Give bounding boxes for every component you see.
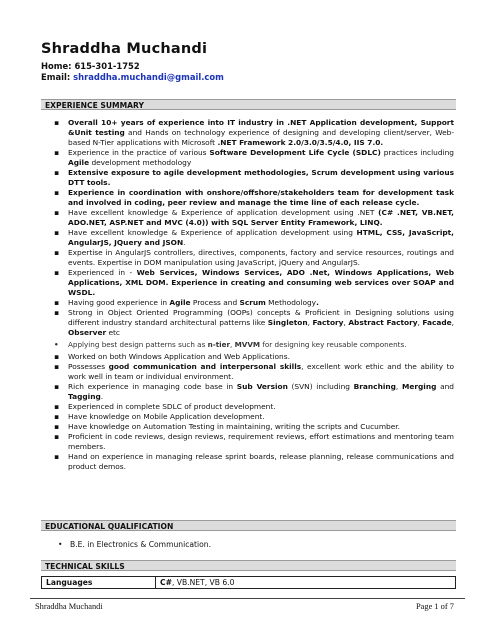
bullet-square-icon: ▪ — [54, 402, 60, 411]
bullet-text: MVVM — [234, 340, 261, 349]
bullet-square-icon: ▪ — [54, 362, 60, 371]
bullet-square-icon: ▪ — [54, 148, 60, 157]
experience-bullet-item — [54, 228, 454, 248]
bullet-text: Web Services, Windows Services, ADO .Net, Windows Applications, Web Applications, XML DOM. Experience in creating and consuming web services over SOAP and WSDL. — [68, 268, 454, 297]
bullet-text: , — [395, 382, 402, 391]
experience-bullet-item — [54, 248, 454, 268]
bullet-text: Worked on both Windows Application and Web Applications. — [68, 352, 290, 361]
bullet-text: Agile — [68, 158, 90, 167]
bullet-text: . — [100, 392, 104, 401]
bullet-text: Proficient in code reviews, design reviews, requirement reviews, effort estimations and mentoring team members. — [68, 432, 454, 451]
bullet-text: etc — [106, 328, 120, 337]
bullet-square-icon: ▪ — [54, 422, 60, 431]
bullet-text: good communication and interpersonal skills — [108, 362, 302, 371]
bullet-text: Applying best design patterns such as — [68, 340, 208, 349]
experience-bullet-item — [54, 340, 454, 350]
bullet-text: , — [417, 318, 423, 327]
experience-bullet-item — [54, 452, 454, 472]
experience-bullet-item — [54, 412, 454, 422]
bullet-text: Possesses — [68, 362, 109, 371]
candidate-name: Shraddha Muchandi — [41, 41, 208, 57]
technical-skills-table — [41, 576, 456, 589]
experience-bullet-list — [54, 118, 454, 472]
technical-skills-heading: TECHNICAL SKILLS — [41, 560, 456, 571]
bullet-text: Having good experience in — [68, 298, 170, 307]
bullet-text: and Hands on technology experience of designing and developing client/server, Web-based N-Tier applications with Microsoft — [68, 128, 455, 147]
bullet-text: Have knowledge on Automation Testing in maintaining, writing the scripts and Cucumber. — [68, 422, 400, 431]
bullet-text: , — [451, 318, 454, 327]
bullet-text: Have excellent knowledge & Experience of application development using .NET — [68, 208, 379, 217]
bullet-text: Sub Version — [236, 382, 288, 391]
bullet-text: (SVN) including — [287, 382, 354, 391]
bullet-text: . — [316, 298, 319, 307]
bullet-text: .NET Framework 2.0/3.0/3.5/4.0, IIS 7.0. — [217, 138, 384, 147]
experience-bullet-item — [54, 402, 454, 412]
bullet-square-icon: ▪ — [54, 382, 60, 391]
skill-label-cell: Languages — [42, 577, 156, 588]
experience-bullet-item — [54, 118, 454, 148]
bullet-text: Factory — [312, 318, 344, 327]
bullet-text: Experienced in - — [68, 268, 137, 277]
bullet-text: Extensive exposure to agile development methodologies, Scrum development using various DTT tools. — [68, 168, 454, 187]
bullet-text: Methodology — [265, 298, 317, 307]
bullet-text: Observer — [68, 328, 107, 337]
bullet-text: Expertise in AngularJS controllers, directives, components, factory and service resources, routings and events. Expertise in DOM manipulation using JavaScript, jQuery and AngularJS. — [68, 248, 454, 267]
experience-summary-heading: EXPERIENCE SUMMARY — [41, 99, 456, 110]
bullet-square-icon: ▪ — [54, 248, 60, 257]
experience-bullet-item — [54, 268, 454, 298]
bullet-text: Strong in Object Oriented Programming (OOPs) concepts & Proficient in Designing solutions using different industry standard architectural patterns like — [68, 308, 454, 327]
bullet-text: and — [436, 382, 454, 391]
bullet-text: Facade — [422, 318, 452, 327]
bullet-text: Experience in coordination with onshore/offshore/stakeholders team for development task and involved in coding, peer review and manage the time line of each release cycle. — [68, 188, 454, 207]
skill-value-cell — [156, 577, 455, 588]
bullet-text: Tagging — [68, 392, 101, 401]
experience-bullet-item — [54, 422, 454, 432]
bullet-text: Agile — [169, 298, 191, 307]
experience-bullet-item — [54, 208, 454, 228]
bullet-text: Abstract Factory — [348, 318, 418, 327]
bullet-square-icon: ▪ — [54, 432, 60, 441]
bullet-text: . — [183, 238, 186, 247]
education-item — [58, 540, 211, 549]
bullet-text: Process and — [190, 298, 240, 307]
footer-page-number: Page 1 of 7 — [416, 602, 454, 611]
bullet-text: Overall 10+ years of experience into IT industry in .NET Application development, Support &Unit testing — [68, 118, 454, 137]
bullet-text: Experience in the practice of various — [68, 148, 210, 157]
bullet-text: for designing key reusable components. — [260, 340, 407, 349]
bullet-square-icon: ▪ — [54, 268, 60, 277]
bullet-dot-icon: • — [54, 340, 59, 349]
email-label: Email: — [41, 72, 71, 82]
bullet-square-icon: ▪ — [54, 118, 60, 127]
email-link[interactable]: shraddha.muchandi@gmail.com — [73, 72, 224, 82]
bullet-text: Experienced in complete SDLC of product development. — [68, 402, 276, 411]
bullet-text: Hand on experience in managing release sprint boards, release planning, release communications and product demos. — [68, 452, 454, 471]
bullet-square-icon: ▪ — [54, 298, 60, 307]
bullet-square-icon: ▪ — [54, 308, 60, 317]
experience-bullet-item — [54, 432, 454, 452]
experience-bullet-item — [54, 352, 454, 362]
experience-bullet-item — [54, 382, 454, 402]
bullet-text: , — [230, 340, 235, 349]
bullet-square-icon: ▪ — [54, 412, 60, 421]
bullet-text: Merging — [401, 382, 437, 391]
bullet-text: , excellent work ethic and the ability to work well in team or individual environment. — [68, 362, 454, 381]
bullet-text: practices including — [380, 148, 454, 157]
experience-bullet-item — [54, 362, 454, 382]
home-phone-value: 615-301-1752 — [74, 61, 140, 71]
bullet-text: HTML, CSS, JavaScript, AngularJS, JQuery and JSON — [68, 228, 454, 247]
bullet-text: n-tier — [207, 340, 231, 349]
bullet-text: Branching — [353, 382, 396, 391]
bullet-text: Singleton — [267, 318, 308, 327]
email-line — [41, 72, 224, 82]
bullet-text: development methodology — [89, 158, 192, 167]
bullet-square-icon: ▪ — [54, 352, 60, 361]
footer-author: Shraddha Muchandi — [35, 602, 103, 611]
education-degree: B.E. in Electronics & Communication. — [70, 540, 211, 549]
experience-bullet-item — [54, 308, 454, 338]
bullet-text: , — [343, 318, 349, 327]
education-heading: EDUCATIONAL QUALIFICATION — [41, 520, 456, 531]
skill-value-rest: , VB.NET, VB 6.0 — [171, 578, 235, 587]
footer-divider — [30, 598, 465, 599]
experience-bullet-item — [54, 188, 454, 208]
bullet-text: Have excellent knowledge & Experience of application development using — [68, 228, 357, 237]
bullet-square-icon: ▪ — [54, 452, 60, 461]
experience-bullet-item — [54, 298, 454, 308]
home-label: Home: — [41, 61, 72, 71]
experience-bullet-item — [54, 168, 454, 188]
experience-bullet-item — [54, 148, 454, 168]
bullet-dot-icon: • — [58, 540, 63, 549]
home-phone-line — [41, 61, 140, 71]
bullet-text: Have knowledge on Mobile Application development. — [68, 412, 265, 421]
skill-value-primary: C# — [160, 578, 172, 587]
bullet-text: , — [307, 318, 313, 327]
bullet-text: Software Development Life Cycle (SDLC) — [209, 148, 381, 157]
bullet-square-icon: ▪ — [54, 208, 60, 217]
bullet-square-icon: ▪ — [54, 168, 60, 177]
bullet-text: (C# .NET, VB.NET, ADO.NET, ASP.NET and MVC (4.0)) with SQL Server Entity Framework, LINQ. — [68, 208, 454, 227]
bullet-square-icon: ▪ — [54, 228, 60, 237]
bullet-text: Rich experience in managing code base in — [68, 382, 237, 391]
bullet-square-icon: ▪ — [54, 188, 60, 197]
bullet-text: Scrum — [239, 298, 266, 307]
